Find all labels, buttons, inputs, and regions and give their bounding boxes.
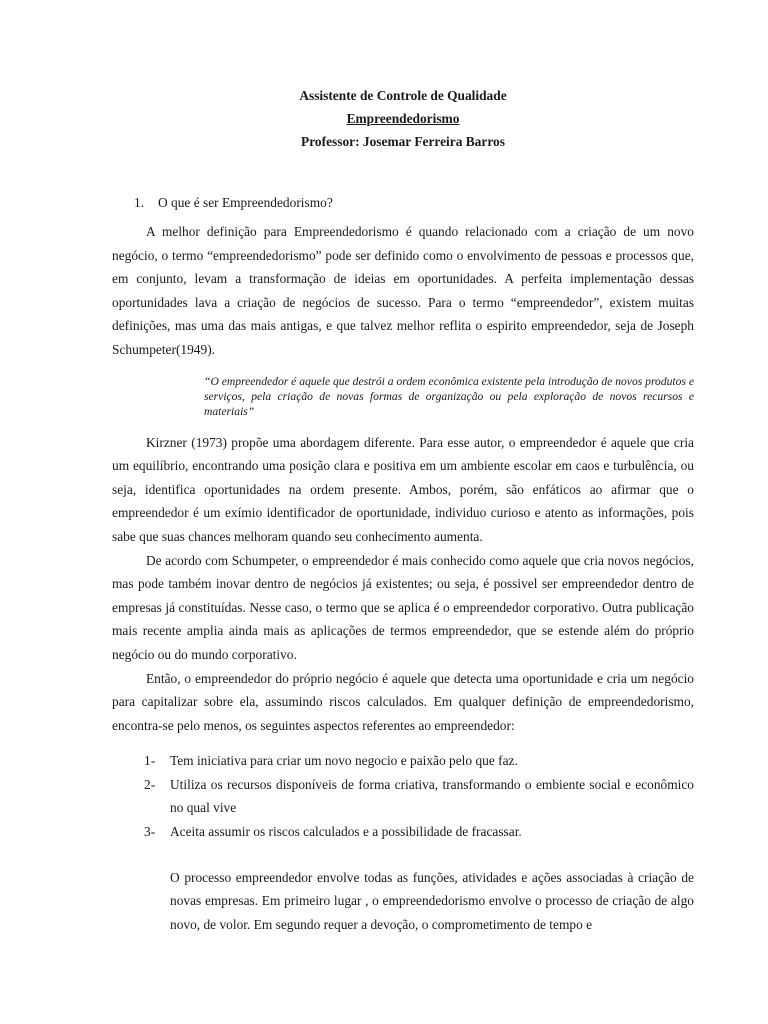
aspects-list	[112, 749, 694, 843]
question-text: O que é ser Empreendedorismo?	[158, 195, 333, 210]
list-item	[112, 749, 694, 773]
paragraph-process: O processo empreendedor envolve todas as funções, atividades e ações associadas à criação de novas empresas. Em primeiro lugar , o empreendedorismo envolve o processo de criação de algo novo, de volor. Em segundo requer a devoção, o comprometimento de tempo e	[170, 869, 694, 932]
paragraph-kirzner: Kirzner (1973) propõe uma abordagem diferente. Para esse autor, o empreendedor é aquele que cria um equilíbrio, encontrando uma posição clara e positiva em um ambiente escolar em caos e turbulência, ou seja, identifica oportunidades na ordem presente. Ambos, porém, são enfáticos ao afirmar que o empreendedor é um exímio identificador de oportunidade, individuo curioso e atento as informações, pois sabe que suas chances melhoram quando seu conhecimento aumenta.	[112, 434, 694, 544]
question-heading	[112, 191, 694, 214]
paragraph-schumpeter: De acordo com Schumpeter, o empreendedor é mais conhecido como aquele que cria novos negócios, mas pode também inovar dentro de negócios já existentes; ou seja, é possivel ser empreendedor dentro de empresas já constituídas. Nesse caso, o termo que se aplica é o empreendedor corporativo. Outra publicação mais recente amplia ainda mais as aplicações de termos empreendedor, que se estende além do próprio negócio ou do mundo corporativo.	[112, 552, 694, 662]
document-header	[112, 84, 694, 153]
list-item	[112, 773, 694, 820]
list-item	[112, 820, 694, 844]
list-item-number: 3-	[144, 824, 156, 840]
professor-line: Professor: Josemar Ferreira Barros	[301, 134, 505, 149]
schumpeter-quote: “O empreendedor é aquele que destrói a ordem econômica existente pela introdução de novos produtos e serviços, pela criação de novas formas de organização ou pela exploração de novos recursos e materiais”	[204, 374, 694, 418]
document-title: Assistente de Controle de Qualidade	[299, 88, 507, 103]
list-item-text: Utiliza os recursos disponíveis de forma criativa, transformando o embiente social e econômico no qual vive	[170, 776, 694, 816]
list-item-text: Aceita assumir os riscos calculados e a possibilidade de fracassar.	[170, 824, 522, 840]
subject-title: Empreendedorismo	[346, 111, 460, 126]
list-item-number: 1-	[144, 753, 156, 769]
list-item-text: Tem iniciativa para criar um novo negocio e paixão pelo que faz.	[170, 753, 518, 769]
paragraph-aspects-intro: Então, o empreendedor do próprio negócio é aquele que detecta uma oportunidade e cria um negócio para capitalizar sobre ela, assumindo riscos calculados. Em qualquer definição de empreendedorismo, encontra-se pelo menos, os seguintes aspectos referentes ao empreendedor:	[112, 670, 694, 733]
paragraph-definition: A melhor definição para Empreendedorismo é quando relacionado com a criação de um novo negócio, o termo “empreendedorismo” pode ser definido como o envolvimento de pessoas e processos que, em conjunto, levam a transformação de ideias em oportunidades. A perfeita implementação dessas oportunidades lava a criação de negócios de sucesso. Para o termo “empreendedor”, existem muitas definições, mas uma das mais antigas, e que talvez melhor reflita o espirito empreendedor, seja de Joseph Schumpeter(1949).	[112, 224, 694, 357]
list-item-number: 2-	[144, 776, 156, 792]
document-page	[112, 0, 694, 1024]
question-number: 1.	[134, 195, 145, 210]
